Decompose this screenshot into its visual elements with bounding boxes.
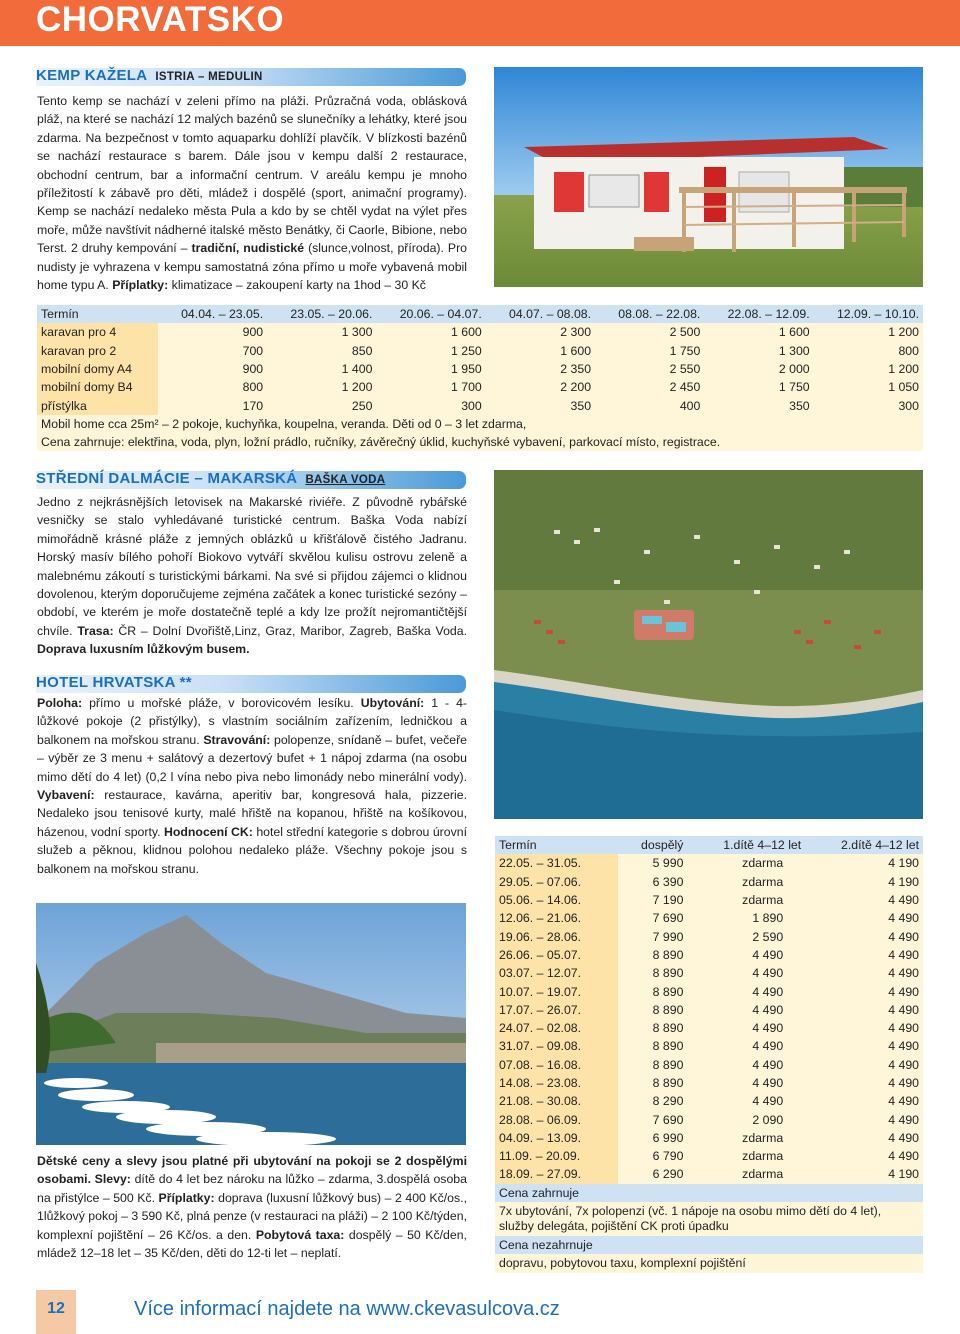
hotel-price-cell: 4 490 [805,1037,923,1055]
hotel-table-body [495,836,923,1273]
camp-price-cell: 1 400 [267,360,376,378]
hotel-price-cell: 5 990 [618,854,687,872]
hotel-price-cell: 1 890 [687,909,805,927]
kemp-description [37,92,467,294]
table-row [495,927,923,945]
camp-price-cell: 2 200 [486,378,595,396]
pobytova-taxa-text: dospělý – 50 Kč/den, mládež 12–18 let – 35 Kč/den, děti do 12-ti let – neplatí. [37,1227,467,1261]
hotel-price-cell: 4 490 [805,1092,923,1110]
hotel-price-cell: 4 490 [805,1074,923,1092]
table-row [495,891,923,909]
camp-note-row [37,433,923,451]
camp-price-cell: 1 750 [704,378,813,396]
hotel-date-cell: 11.09. – 20.09. [495,1147,618,1165]
page-title: CHORVATSKO [36,0,285,39]
page-number-badge [36,1290,76,1334]
camp-header-cell: 23.05. – 20.06. [267,305,376,323]
kemp-supplements-label: Příplatky: [112,278,169,293]
camp-price-cell: 900 [158,360,267,378]
section-header-dalmacie [36,471,466,489]
hotel-date-cell: 18.09. – 27.09. [495,1165,618,1183]
dalmacie-description [37,493,467,659]
hotel-price-cell: 2 090 [687,1110,805,1128]
camp-row-label: mobilní domy B4 [37,378,158,396]
camp-price-cell: 1 050 [814,378,923,396]
table-row [495,1001,923,1019]
camp-price-cell: 350 [704,396,813,414]
deti-text: dítě do 4 let bez nároku na lůžko – zdarma, 3.dospělá osoba na přistýlce – 500 Kč. [37,1172,467,1205]
table-row [495,854,923,872]
camp-header-cell: 12.09. – 10.10. [814,305,923,323]
hotel-price-cell: 4 490 [687,1019,805,1037]
stravovani-label: Stravování: [203,732,271,747]
hotel-price-cell: 4 490 [687,946,805,964]
page-number: 12 [47,1300,65,1317]
hotel-date-cell: 07.08. – 16.08. [495,1056,618,1074]
footer-link[interactable]: Více informací najdete na www.ckevasulcova.cz [134,1298,560,1320]
hotel-date-cell: 26.06. – 05.07. [495,946,618,964]
table-row [37,396,923,414]
hotel-price-cell: 7 690 [618,909,687,927]
hotel-price-cell: 4 190 [805,854,923,872]
ubytovani-text: 1 - 4-lůžkové pokoje (2 přistýlky), s vlastním sociálním zařízením, ledničkou a balkonem na mořskou stranu. [37,696,468,747]
deti-label: Dětské ceny a slevy jsou platné při ubytování na pokoji se 2 dospělými osobami. Slevy: [37,1154,467,1187]
camp-note: Cena zahrnuje: elektřina, voda, plyn, ložní prádlo, ručníky, závěrečný úklid, kuchyňské vybavení, parkovací místo, registrace. [37,433,923,451]
hotel-price-cell: 7 990 [618,927,687,945]
photo-harbour-mountains [36,903,466,1145]
hotel-price-cell: 4 490 [687,1056,805,1074]
camp-price-cell: 850 [267,342,376,360]
table-row [495,1056,923,1074]
camp-header-cell: 04.04. – 23.05. [158,305,267,323]
camp-price-cell: 1 600 [376,323,485,341]
hotel-info-cell: Cena nezahrnuje [495,1236,923,1254]
hotel-date-cell: 14.08. – 23.08. [495,1074,618,1092]
kemp-title: KEMP KAŽELA [36,67,148,84]
priplatky-text: doprava (luxusní lůžkový bus) – 2 400 Kč/os., 1lůžkový pokoj – 3 590 Kč, plná penze (v restauraci na pláži) – 2 100 Kč/týden, komplexní pojištění – 26 Kč/os. a den. [37,1190,467,1242]
hotel-price-cell: 8 290 [618,1092,687,1110]
hotel-price-cell: 4 490 [805,1129,923,1147]
hotel-info-cell: dopravu, pobytovou taxu, komplexní pojištění [495,1254,923,1273]
camp-price-cell: 1 300 [267,323,376,341]
camp-price-cell: 1 600 [486,342,595,360]
camp-header-cell: 22.08. – 12.09. [704,305,813,323]
hotel-info-cell: 7x ubytování, 7x polopenzi (vč. 1 nápoje na osobu mimo dětí do 4 let), služby delegáta, pojištění CK proti úpadku [495,1202,923,1236]
hotel-price-cell: 8 890 [618,1056,687,1074]
hotel-price-cell: 7 690 [618,1110,687,1128]
hotel-date-cell: 31.07. – 09.08. [495,1037,618,1055]
camp-price-cell: 1 600 [704,323,813,341]
kemp-text-2b: tradiční, nudistické [191,241,305,256]
table-row [495,909,923,927]
hotel-price-cell: zdarma [687,854,805,872]
hotel-price-cell: 8 890 [618,982,687,1000]
table-row [37,342,923,360]
kemp-text: Tento kemp se nachází v zeleni přímo na pláži. Průzračná voda, oblásková pláž, na které se nachází 12 malých bazénů se slunečníky a lehátky, které jsou zdarma. Na bezpečnost v tomto aquaparku dohlíží plavčík. V blízkosti bazénů se nachází restaurace s barem. Dále jsou v kempu další 2 restaurace, obchodní centrum, bar a informační centrum. V areálu kempu je mnoho příležitostí k zábavě pro děti, mládež i dospělé (sport, animační programy). Kemp se nachází nedaleko města Pula a kdo by se chtěl vydat na výlet přes moře, může navštívit nádherné italské město Benátky, či Caorle, Bibione, nebo Terst. [37,94,467,256]
hotel-price-cell: 4 490 [805,1001,923,1019]
hotel-header-cell: 1.dítě 4–12 let [687,836,805,854]
table-row [495,964,923,982]
camp-price-cell: 2 300 [486,323,595,341]
camp-price-cell: 900 [158,323,267,341]
hotel-children-info [37,1152,467,1262]
hotel-price-cell: 4 490 [687,1092,805,1110]
camp-price-cell: 300 [814,396,923,414]
camp-price-cell: 1 200 [814,323,923,341]
camp-table-body [37,305,923,451]
camp-note: Mobil home cca 25m² – 2 pokoje, kuchyňka, koupelna, veranda. Děti od 0 – 3 let zdarma, [37,415,923,433]
camp-price-cell: 2 550 [595,360,704,378]
hotel-info-row [495,1236,923,1254]
hotel-price-cell: 8 890 [618,964,687,982]
kemp-supplements: klimatizace – zakoupení karty na 1hod – 30 Kč [171,278,426,293]
hotel-price-cell: 8 890 [618,1037,687,1055]
hotel-price-cell: 4 490 [805,946,923,964]
top-bar [0,0,960,46]
camp-price-cell: 1 200 [814,360,923,378]
camp-note-row [37,415,923,433]
vybaveni-text: restaurace, kavárna, aperitiv bar, kongresová hala, pizzerie. Nedaleko jsou tenisové kurty, malé hřiště na kopanou, hřiště na košíkovou, házenou, vodní sporty. [37,788,468,839]
hotel-date-cell: 19.06. – 28.06. [495,927,618,945]
hotel-price-cell: 4 490 [687,1074,805,1092]
hotel-date-cell: 12.06. – 21.06. [495,909,618,927]
camp-price-cell: 350 [486,396,595,414]
hotel-price-cell: zdarma [687,891,805,909]
hotel-price-cell: 4 490 [687,1037,805,1055]
dalmacie-text: Jedno z nejkrásnějších letovisek na Makarské riviéře. Z původně rybářské vesničky se stalo vyhledávané turistické centrum. Baška Voda nabízí mimořádně krásné pláže z jemných oblázků u křišťálově čistého Jadranu. Horský masív bílého pohoří Biokovo vytváří skvělou kulisu ostrovu zeleně a malebnému zákoutí s turistickými bárkami. Na své si přijdou zájemci o klidnou dovolenou, kterým doporučujeme zejména začátek a konec turistické sezóny – období, ve kterém je moře dostatečně teplé a kdy lze prožít nejromantičtější chvíle. [37,495,467,638]
hotel-price-cell: 4 490 [687,982,805,1000]
hotel-price-cell: zdarma [687,1165,805,1183]
table-row [495,1129,923,1147]
camp-row-label: přístýlka [37,396,158,414]
camp-price-cell: 400 [595,396,704,414]
hotel-price-cell: 6 290 [618,1165,687,1183]
hotel-price-cell: 8 890 [618,1001,687,1019]
priplatky-label: Příplatky: [158,1190,215,1205]
hotel-price-cell: 4 490 [687,1001,805,1019]
hotel-price-cell: 4 490 [805,964,923,982]
table-row [495,1165,923,1183]
stravovani-text: polopenze, snídaně – bufet, večeře – výběr ze 3 menu + salátový a dezertový bufet + 1 nápoj zdarma (na osobu mimo dětí do 4 let) (0,2 l vína nebo piva nebo limonády nebo minerální vody). [37,732,468,784]
hotel-price-cell: 4 190 [805,1165,923,1183]
camp-header-cell: Termín [37,305,158,323]
table-row [495,946,923,964]
camp-price-cell: 300 [376,396,485,414]
trasa-label: Trasa: [77,623,114,638]
table-row [37,360,923,378]
hotel-price-cell: 4 490 [805,1110,923,1128]
hotel-date-cell: 21.08. – 30.08. [495,1092,618,1110]
hotel-date-cell: 05.06. – 14.06. [495,891,618,909]
hodnoceni-text: hotel střední kategorie s dobrou úrovní služeb a pěknou, klidnou polohou nedaleko pláže. Všechny pokoje jsou s balkonem na mořskou stranu. [37,824,467,876]
hotel-price-cell: 4 490 [805,927,923,945]
camp-price-cell: 1 950 [376,360,485,378]
camp-price-table [37,305,923,451]
hotel-date-cell: 10.07. – 19.07. [495,982,618,1000]
hotel-price-cell: 4 490 [805,891,923,909]
section-header-hotel [36,675,466,693]
hotel-price-cell: zdarma [687,1147,805,1165]
camp-price-cell: 250 [267,396,376,414]
camp-price-cell: 1 300 [704,342,813,360]
poloha-text: přímo u mořské pláže, v borovicovém lesíku. [89,696,354,710]
table-row [37,378,923,396]
hotel-price-cell: 8 890 [618,946,687,964]
table-row [495,1092,923,1110]
camp-price-cell: 1 200 [267,378,376,396]
hotel-price-cell: 4 490 [687,964,805,982]
camp-price-cell: 1 700 [376,378,485,396]
hotel-description [37,694,467,878]
hotel-price-cell: 4 490 [805,909,923,927]
hotel-info-row [495,1184,923,1202]
kemp-subtitle: ISTRIA – MEDULIN [155,71,263,83]
kemp-text-2a: 2 druhy kempování – [71,241,188,256]
hotel-price-cell: 6 390 [618,873,687,891]
camp-header-cell: 20.06. – 04.07. [376,305,485,323]
hotel-price-cell: 4 490 [805,1056,923,1074]
hotel-price-table [495,836,923,1273]
camp-price-cell: 2 350 [486,360,595,378]
hotel-price-cell: 8 890 [618,1019,687,1037]
hotel-price-cell: 4 190 [805,873,923,891]
table-row [495,1110,923,1128]
pobytova-taxa-label: Pobytová taxa: [255,1227,345,1242]
hodnoceni-label: Hodnocení CK: [164,824,253,839]
hotel-date-cell: 29.05. – 07.06. [495,873,618,891]
table-row [495,1074,923,1092]
camp-row-label: karavan pro 4 [37,323,158,341]
camp-price-cell: 2 000 [704,360,813,378]
hotel-info-row [495,1202,923,1236]
hotel-price-cell: zdarma [687,1129,805,1147]
hotel-date-cell: 03.07. – 12.07. [495,964,618,982]
hotel-header-cell: 2.dítě 4–12 let [805,836,923,854]
camp-table-header [37,305,923,323]
table-row [495,1019,923,1037]
hotel-price-cell: 4 490 [805,1019,923,1037]
photo-aerial-coast [494,470,923,819]
hotel-price-cell: 6 990 [618,1129,687,1147]
trasa-text: ČR – Dolní Dvořiště,Linz, Graz, Maribor, Zagreb, Baška Voda. [118,623,467,638]
table-row [495,1147,923,1165]
hotel-price-cell: 6 790 [618,1147,687,1165]
hotel-price-cell: 2 590 [687,927,805,945]
hotel-price-cell: 4 490 [805,982,923,1000]
hotel-price-cell: zdarma [687,873,805,891]
hotel-price-cell: 4 490 [805,1147,923,1165]
hotel-header-cell: dospělý [618,836,687,854]
table-row [495,873,923,891]
dalmacie-title: STŘEDNÍ DALMÁCIE – MAKARSKÁ [36,470,298,487]
hotel-date-cell: 22.05. – 31.05. [495,854,618,872]
camp-price-cell: 2 450 [595,378,704,396]
hotel-table-header [495,836,923,854]
table-row [37,323,923,341]
hotel-date-cell: 17.07. – 26.07. [495,1001,618,1019]
table-row [495,1037,923,1055]
camp-price-cell: 1 750 [595,342,704,360]
hotel-price-cell: 7 190 [618,891,687,909]
hotel-date-cell: 24.07. – 02.08. [495,1019,618,1037]
camp-header-cell: 08.08. – 22.08. [595,305,704,323]
dalmacie-subtitle: BAŠKA VODA [305,474,386,486]
ubytovani-label: Ubytování: [360,696,425,710]
hotel-price-cell: 8 890 [618,1074,687,1092]
table-row [495,982,923,1000]
camp-price-cell: 170 [158,396,267,414]
hotel-header-cell: Termín [495,836,618,854]
hotel-title: HOTEL HRVATSKA ** [36,674,192,691]
section-header-kemp [36,68,466,86]
hotel-info-cell: Cena zahrnuje [495,1184,923,1202]
camp-price-cell: 800 [158,378,267,396]
hotel-date-cell: 04.09. – 13.09. [495,1129,618,1147]
camp-row-label: karavan pro 2 [37,342,158,360]
camp-price-cell: 800 [814,342,923,360]
camp-price-cell: 700 [158,342,267,360]
camp-row-label: mobilní domy A4 [37,360,158,378]
vybaveni-label: Vybavení: [37,788,95,803]
hotel-date-cell: 28.08. – 06.09. [495,1110,618,1128]
camp-price-cell: 1 250 [376,342,485,360]
hotel-info-row [495,1254,923,1273]
doprava-text: Doprava luxusním lůžkovým busem. [37,642,250,657]
camp-header-cell: 04.07. – 08.08. [486,305,595,323]
photo-mobile-home [494,67,923,287]
camp-price-cell: 2 500 [595,323,704,341]
kemp-text-2c: (slunce,volnost, příroda). Pro nudisty je vyhrazena v kempu samostatná zóna přímo u moře vybavená mobil home typu A. [37,241,468,293]
poloha-label: Poloha: [37,696,83,710]
